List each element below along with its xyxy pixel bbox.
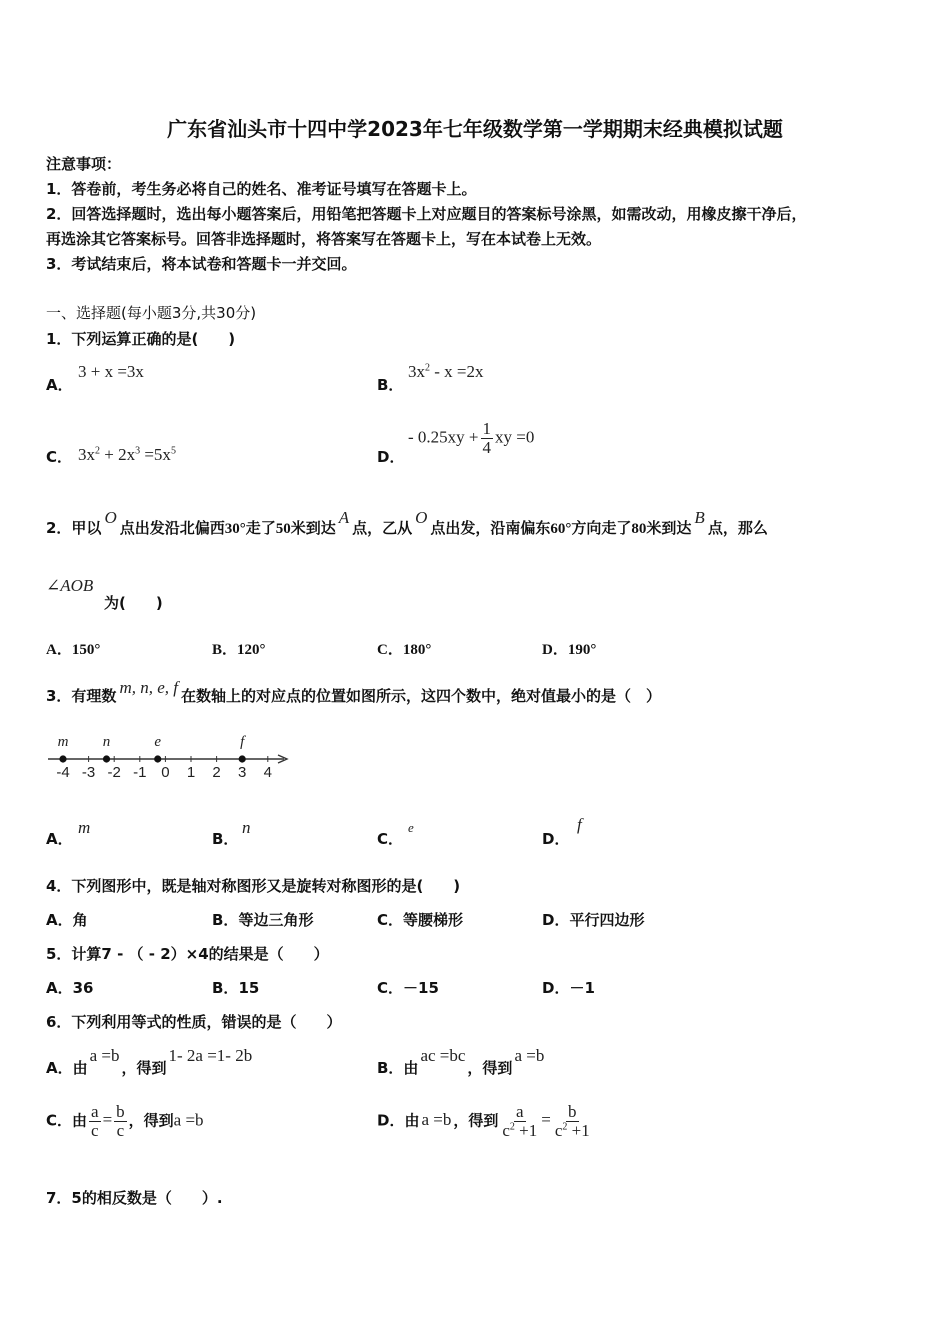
number-line-point-m: [59, 755, 66, 762]
q4-option-b: B．等边三角形: [212, 911, 314, 929]
q2-stem-end: 为( ): [104, 594, 163, 612]
q5-option-b: B．15: [212, 979, 260, 997]
notice-item-2: 2．回答选择题时，选出每小题答案后，用铅笔把答题卡上对应题目的答案标号涂黑，如需改动，用橡皮擦干净后，: [46, 205, 807, 223]
q2-option-a: A．150°: [46, 642, 101, 658]
q1-option-a-label: A．: [46, 376, 73, 394]
point-a: A: [338, 508, 350, 527]
number-line-tick-label: 0: [161, 764, 170, 781]
q5-option-c: C．－15: [377, 979, 439, 997]
q3-option-d-value: f: [577, 815, 582, 834]
number-line-point-e: [154, 755, 161, 762]
q2-stem: 2．甲以O点出发沿北偏西30°走了50米到达A点，乙从O点出发，沿南偏东60°方向走了80米到达B点，那么: [46, 508, 768, 537]
q1-stem: 1．下列运算正确的是( ): [46, 330, 236, 348]
q1-option-c-label: C．: [46, 448, 73, 466]
point-b: B: [694, 508, 705, 527]
notice-heading: 注意事项：: [46, 155, 122, 173]
number-line-point-label: n: [102, 734, 111, 750]
number-line-point-label: m: [57, 734, 69, 750]
q3-stem: 3．有理数 m, n, e, f 在数轴上的对应点的位置如图所示，这四个数中，绝对值最小的是（ ）: [46, 678, 661, 705]
number-line-point-n: [103, 755, 110, 762]
number-line-tick-label: -4: [56, 764, 70, 781]
section-heading: 一、选择题(每小题3分,共30分): [46, 304, 257, 322]
q1-option-c-expr: $3x^2 + 2x^3 =5x^5$: [78, 445, 176, 464]
q7-stem: 7．5的相反数是（ ）.: [46, 1189, 223, 1207]
q6-stem: 6．下列利用等式的性质，错误的是（ ）: [46, 1013, 342, 1031]
number-line-tick-label: -3: [81, 764, 96, 781]
q4-stem: 4．下列图形中，既是轴对称图形又是旋转对称图形的是( ): [46, 877, 461, 895]
number-line-point-label: f: [240, 734, 245, 750]
q3-option-c-label: C．: [377, 830, 404, 848]
number-line-point-f: [239, 755, 246, 762]
q1-option-d-label: D．: [377, 448, 405, 466]
q5-option-d: D．－1: [542, 979, 595, 997]
q1-option-a-expr: 3 + x =3x: [78, 362, 144, 381]
number-line-tick-label: 3: [238, 764, 247, 781]
q2-option-b: B．120°: [212, 642, 266, 658]
q6-option-b: B．由ac =bc，得到a =b: [377, 1046, 545, 1077]
q5-option-a: A．36: [46, 979, 94, 997]
notice-item-3: 3．考试结束后，将本试卷和答题卡一并交回。: [46, 255, 357, 273]
q2-angle: ∠AOB: [46, 576, 94, 595]
q3-option-b-label: B．: [212, 830, 239, 848]
number-line-tick-label: 1: [186, 764, 196, 781]
q6-option-c: C．由 $\frac{a}{c}$ = $\frac{b}{c}$ ，得到a =b: [46, 1102, 204, 1140]
q3-option-b-value: n: [242, 818, 251, 837]
number-line-tick-label: 4: [263, 764, 272, 781]
q1-option-b-label: B．: [377, 376, 404, 394]
number-line-point-label: e: [154, 734, 162, 750]
page-title: 广东省汕头市十四中学2023年七年级数学第一学期期末经典模拟试题: [167, 117, 783, 141]
q3-option-a-value: m: [78, 818, 91, 837]
q5-stem: 5．计算7 - （ - 2）×4的结果是（ ）: [46, 945, 329, 963]
number-line: [46, 728, 296, 784]
point-o-2: O: [415, 508, 428, 527]
q6-option-a: A．由a =b，得到1- 2a =1- 2b: [46, 1046, 253, 1077]
point-o: O: [104, 508, 117, 527]
q1-option-b-expr: $3x^2 - x =2x$: [408, 362, 484, 381]
q3-option-d-label: D．: [542, 830, 570, 848]
q4-option-a: A．角: [46, 911, 88, 929]
number-line-tick-label: -2: [107, 764, 121, 781]
q3-vars: m, n, e, f: [119, 678, 178, 697]
q4-option-c: C．等腰梯形: [377, 911, 464, 929]
q3-option-a-label: A．: [46, 830, 73, 848]
q1-option-d-expr: - 0.25xy + $\frac{1}{4}$ xy =0: [408, 419, 535, 457]
notice-item-2-cont: 再选涂其它答案标号。回答非选择题时，将答案写在答题卡上，写在本试卷上无效。: [46, 230, 602, 248]
q2-option-c: C．180°: [377, 642, 432, 658]
q6-option-d: D．由 a =b ，得到 $\frac{a}{c^2 +1}$ = $\frac{b}{c^2 +1}$: [377, 1102, 590, 1140]
q3-option-c-value: e: [408, 820, 414, 835]
q2-option-d: D．190°: [542, 642, 597, 658]
q4-option-d: D．平行四边形: [542, 911, 645, 929]
notice-item-1: 1．答卷前，考生务必将自己的姓名、准考证号填写在答题卡上。: [46, 180, 477, 198]
number-line-tick-label: 2: [212, 764, 221, 781]
number-line-tick-label: -1: [133, 764, 147, 781]
